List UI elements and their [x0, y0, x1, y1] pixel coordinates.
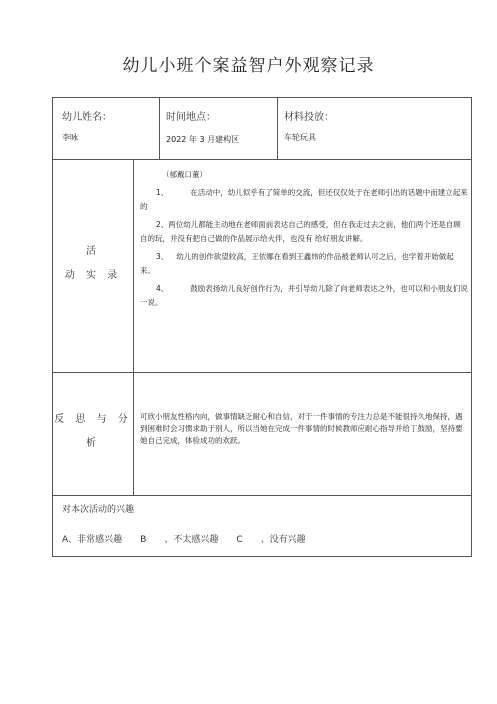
- record-item-3-text: 幼儿的创作欲望较高，王依娜在看到王鑫炜的作品被老师认可之后，也学着开始做起来。: [140, 252, 454, 275]
- record-item-4-text: 鼓励表扬幼儿良好创作行为，并引导幼儿除了向老师表达之外，也可以和小朋友们说一说。: [140, 284, 468, 307]
- row-divider-record: [53, 372, 471, 373]
- material-value: 车轮玩具: [284, 133, 316, 142]
- child-name-label: 幼儿姓名：: [62, 112, 112, 123]
- record-item-2-text: 两位幼儿都能主动地在老师面前表达自己的感受，但在我走过去之前，他们两个还是自顾自的玩，并没有把自己做的作品展示给火伴，也没有 给好朋友讲解。: [140, 220, 461, 243]
- col-divider-material: [277, 98, 278, 159]
- record-item-3: [140, 250, 468, 278]
- reflection-text: 可欣小朋友性格内向，做事情缺乏耐心和自信，对于一件事情的专注力总是不能很持久地保持，遇到困难时会习惯求助于别人，所以当她在完成一件事情的时候教师应耐心指导并给丁鼓励，坚持要她自己完成，体验成功的欢跃。: [140, 412, 463, 445]
- reflection-label: [53, 408, 133, 456]
- interest-options: [62, 532, 306, 545]
- record-item-1-text: 在活动中，幼儿似乎有了简单的交流，但还仅仅处于在老师引出的话题中而建立起来的: [140, 188, 468, 211]
- record-item-3-number: 3、: [156, 252, 169, 261]
- activity-record-content: [140, 168, 468, 314]
- col-divider-label: [133, 159, 134, 495]
- reflection-label-line2: 析: [86, 438, 100, 449]
- interest-option-a: A、非常感兴趣: [62, 535, 123, 545]
- observation-table: [52, 97, 472, 557]
- col-divider-time: [159, 98, 160, 159]
- record-item-1-number: 1、: [156, 188, 169, 197]
- record-header: （郁戴口董）: [162, 170, 207, 179]
- activity-record-label-line1: 活: [86, 246, 100, 257]
- record-item-2-number: 2、: [156, 220, 169, 229]
- row-divider-info: [53, 159, 471, 160]
- material-label: 材料投放：: [284, 112, 334, 123]
- page-title: 幼儿小班个案益智户外观察记录: [122, 56, 375, 76]
- interest-option-c-letter: C: [236, 535, 243, 545]
- child-name-value: 李咏: [62, 133, 78, 142]
- interest-option-b-letter: B: [140, 535, 147, 545]
- time-place-label: 时间地点：: [166, 112, 216, 123]
- row-divider-reflection: [53, 495, 471, 496]
- time-place-value: 2022 年 3 月建构区: [166, 135, 240, 144]
- record-item-4-number: 4、: [156, 284, 169, 293]
- activity-record-label: [53, 240, 133, 288]
- reflection-label-line1: 反 思 与 分: [54, 414, 132, 425]
- interest-option-b-text: 、不太感兴趣: [164, 535, 219, 545]
- record-item-2: [140, 218, 468, 246]
- record-item-1: [140, 186, 468, 214]
- interest-option-c-text: 、没有兴趣: [260, 535, 306, 545]
- interest-title: 对本次活动的兴趣: [62, 505, 135, 515]
- activity-record-label-line2: 动 实 录: [64, 270, 122, 281]
- record-item-4: [140, 282, 468, 310]
